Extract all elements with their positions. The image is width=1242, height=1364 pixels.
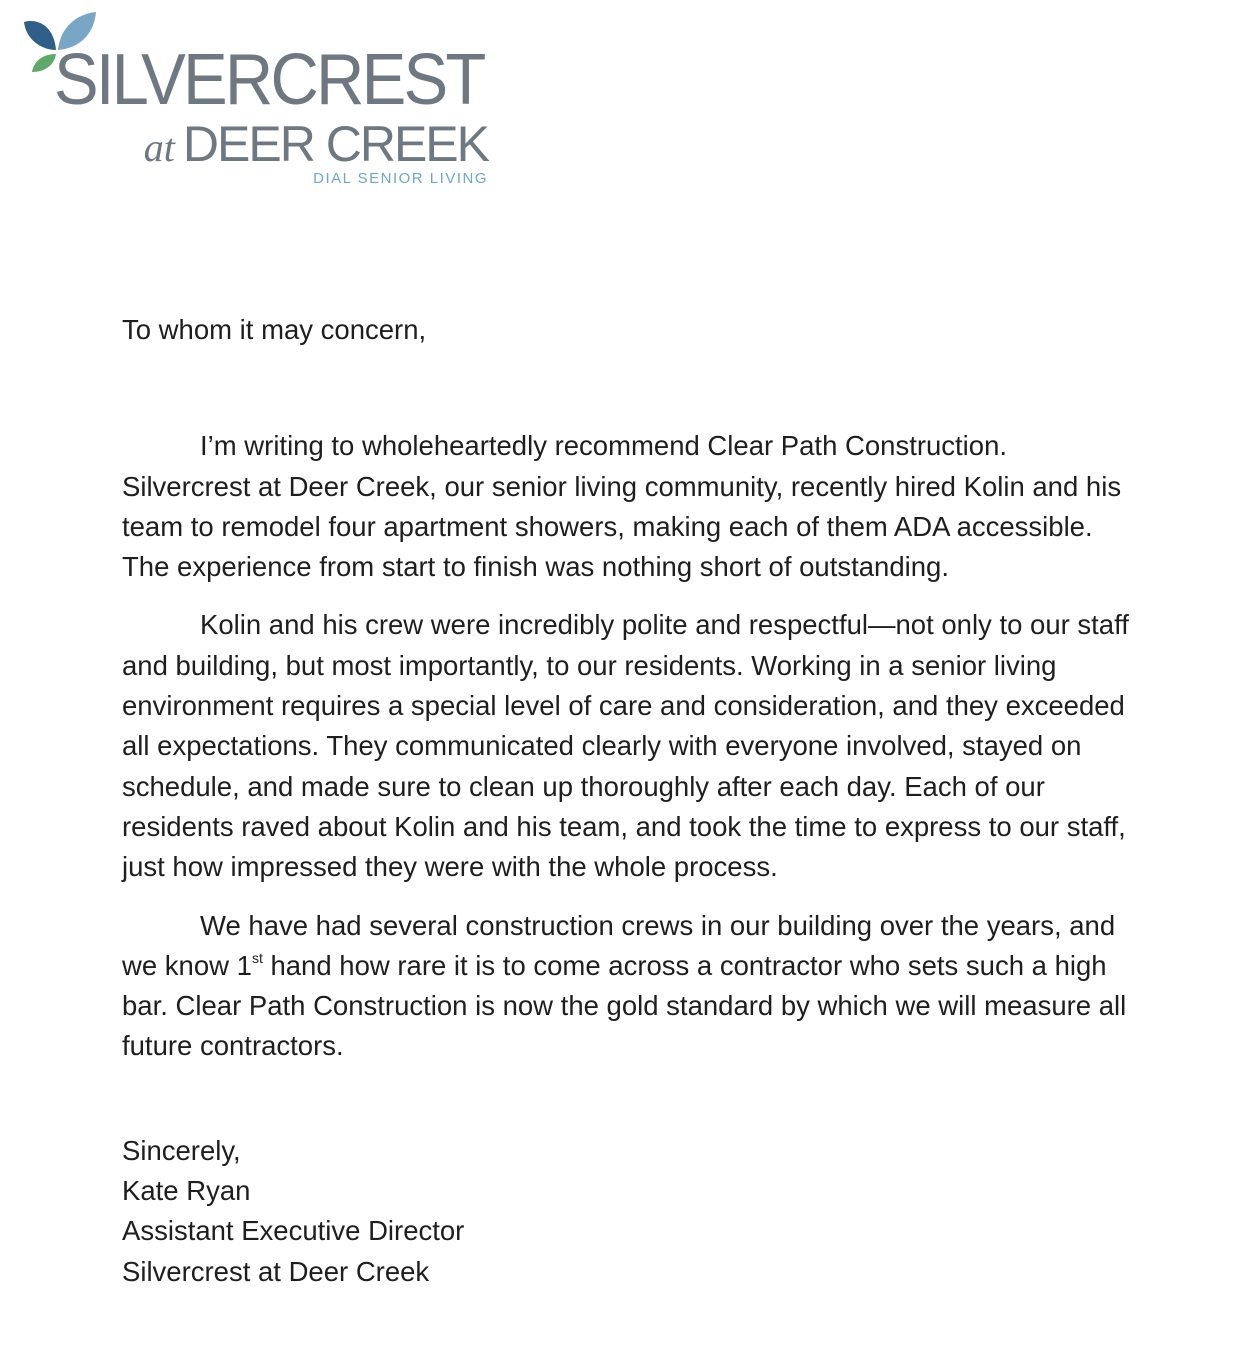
closing-text: Sincerely, [122, 1134, 241, 1166]
signer-title: Assistant Executive Director [122, 1215, 465, 1247]
logo-at: at [143, 125, 175, 170]
salutation: To whom it may concern, [122, 314, 427, 345]
logo-tagline: DIAL SENIOR LIVING [313, 170, 488, 187]
paragraph-3-part-2: hand how rare it is to come across a contractor who sets such a high bar. Clear Path Construction is now the gold standard by which we will measure all future contractors. [122, 949, 1127, 1062]
logo-location [144, 116, 488, 176]
logo-location-name: DEER CREEK [182, 116, 488, 172]
signer-organization: Silvercrest at Deer Creek [122, 1255, 430, 1287]
logo-brand-name: SILVERCREST [54, 40, 484, 120]
signature-block [122, 1131, 1142, 1292]
paragraph-1: I’m writing to wholeheartedly recommend Clear Path Construction. Silvercrest at Deer Creek, our senior living community, recently hired Kolin and his team to remodel four apartment showers, making each of them ADA accessible. The experience from start to finish was nothing short of outstanding. [122, 430, 1122, 583]
paragraph-3-part-1: We have had several construction crews in our building over the years, and we know 1 [122, 909, 1116, 981]
letter-body [122, 310, 1142, 1292]
company-logo [20, 10, 500, 185]
paragraph-3 [122, 906, 1142, 1067]
paragraph-2: Kolin and his crew were incredibly polite and respectful—not only to our staff and building, but most importantly, to our residents. Working in a senior living environment requires a special level of care and consideration, and they exceeded all expectations. They communicated clearly with everyone involved, stayed on schedule, and made sure to clean up thoroughly after each day. Each of our residents raved about Kolin and his team, and took the time to express to our staff, just how impressed they were with the whole process. [122, 609, 1129, 883]
ordinal-superscript: st [251, 949, 263, 966]
signer-name: Kate Ryan [122, 1175, 251, 1207]
